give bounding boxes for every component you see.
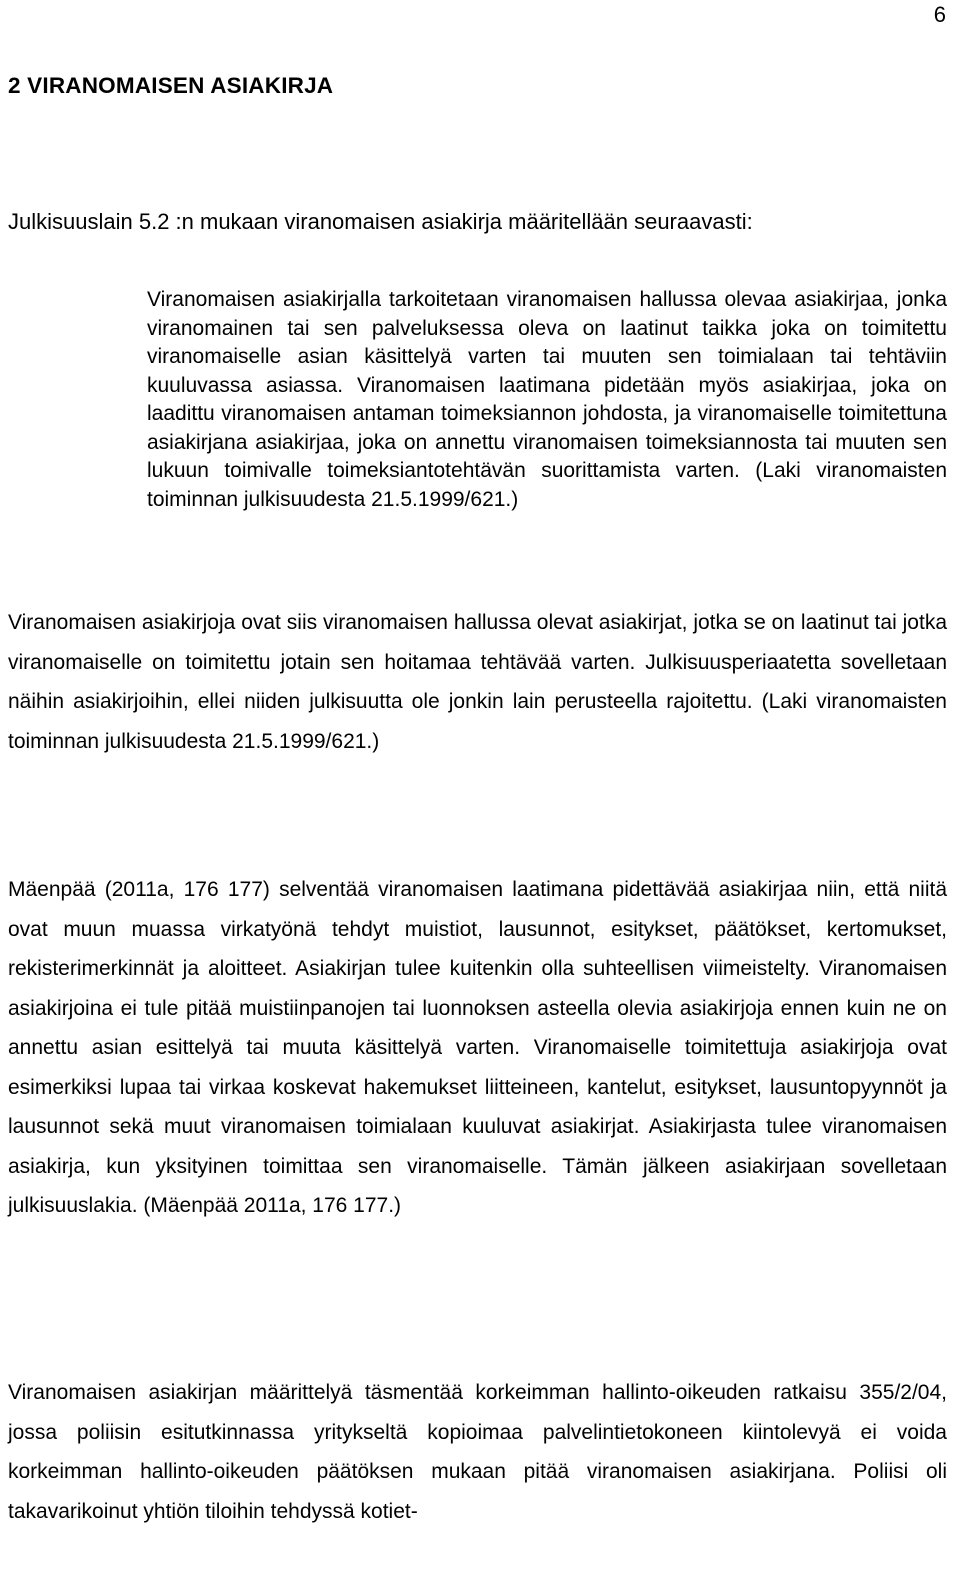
body-paragraph-2: Mäenpää (2011a, 176 177) selventää viranomaisen laatimana pidettävää asiakirjaa niin, että niitä ovat muun muassa virkatyönä tehdyt muistiot, lausunnot, esitykset, päätökset, kertomukset, rekisterimerkinnät ja aloitteet. Asiakirjan tulee kuitenkin olla suhteellisen viimeistelty. Viranomaisen asiakirjoina ei tule pitää muistiinpanojen tai luonnoksen asteella olevia asiakirjoja ennen kuin ne on annettu asian esittelyä tai muuta käsittelyä varten. Viranomaiselle toimitettuja asiakirjoja ovat esimerkiksi lupaa tai virkaa koskevat hakemukset liitteineen, kantelut, esitykset, lausuntopyynnöt ja lausunnot sekä muut viranomaisen toimialaan kuuluvat asiakirjat. Asiakirjasta tulee viranomaisen asiakirja, kun yksityinen toimittaa sen viranomaiselle. Tämän jälkeen asiakirjaan sovelletaan julkisuuslakia. (Mäenpää 2011a, 176 177.)	[8, 878, 947, 1217]
intro-paragraph: Julkisuuslain 5.2 :n mukaan viranomaisen asiakirja määritellään seuraavasti:	[8, 209, 753, 234]
page-number: 6	[933, 2, 946, 27]
section-heading: 2 VIRANOMAISEN ASIAKIRJA	[8, 73, 334, 98]
body-paragraph-3: Viranomaisen asiakirjan määrittelyä täsmentää korkeimman hallinto-oikeuden ratkaisu 355/2/04, jossa poliisin esitutkinnassa yritykseltä kopioimaa palvelintietokoneen kiintolevyä ei voida korkeimman hallinto-oikeuden päätöksen mukaan pitää viranomaisen asiakirjana. Poliisi oli takavarikoinut yhtiön tiloihin tehdyssä kotiet-	[8, 1381, 947, 1523]
law-quote: Viranomaisen asiakirjalla tarkoitetaan viranomaisen hallussa olevaa asiakirjaa, jonka viranomainen tai sen palveluksessa oleva on laatinut taikka joka on toimitettu viranomaiselle asian käsittelyä varten tai muuten sen toimialaan tai tehtäviin kuuluvassa asiassa. Viranomaisen laatimana pidetään myös asiakirjaa, joka on laadittu viranomaisen antaman toimeksiannon johdosta, ja viranomaiselle toimitettuna asiakirjana asiakirjaa, joka on annettu viranomaisen toimeksiannosta tai muuten sen lukuun toimivalle toimeksiantotehtävän suorittamista varten. (Laki viranomaisten toiminnan julkisuudesta 21.5.1999/621.)	[147, 288, 947, 511]
body-paragraph-1: Viranomaisen asiakirjoja ovat siis viranomaisen hallussa olevat asiakirjat, jotka se on laatinut tai jotka viranomaiselle on toimitettu jotain sen hoitamaa tehtävää varten. Julkisuusperiaatetta sovelletaan näihin asiakirjoihin, ellei niiden julkisuutta ole jonkin lain perusteella rajoitettu. (Laki viranomaisten toiminnan julkisuudesta 21.5.1999/621.)	[8, 611, 947, 753]
